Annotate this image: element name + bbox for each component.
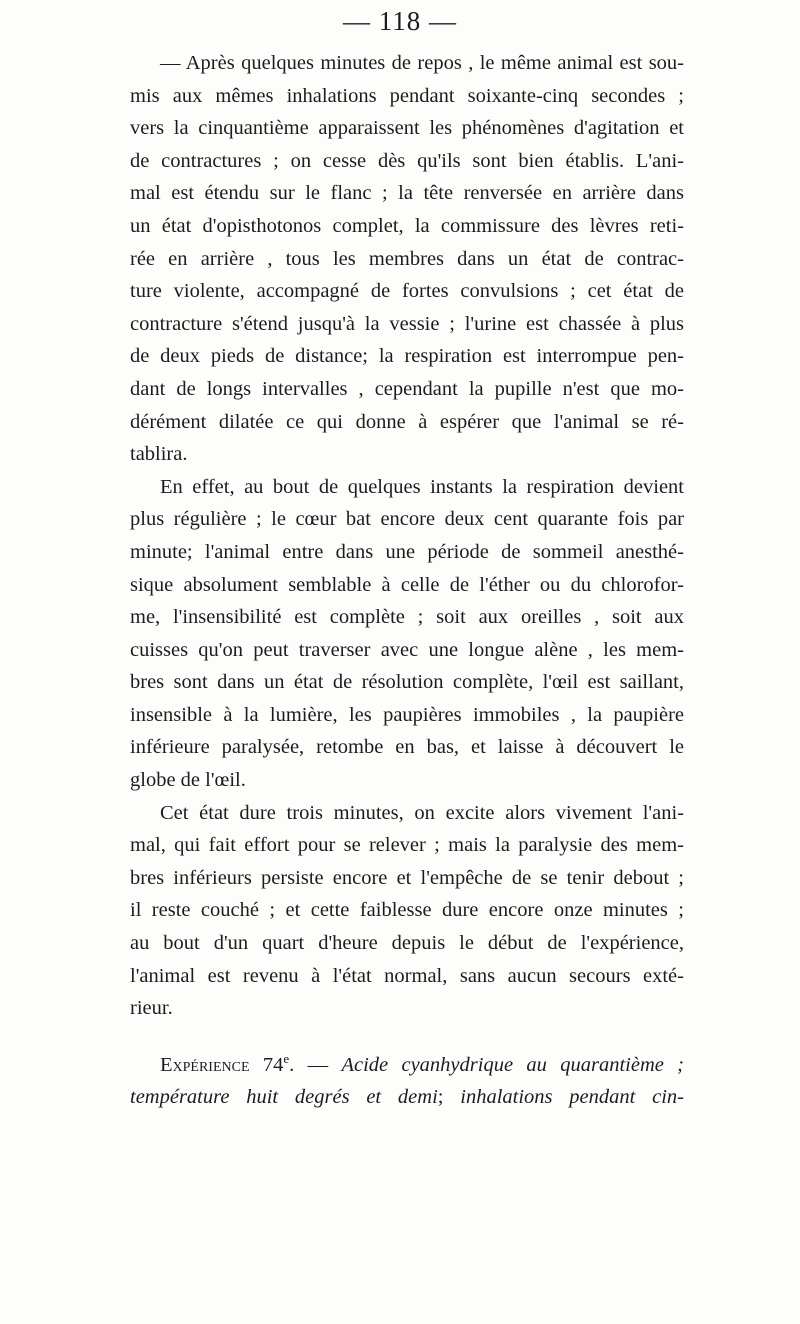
- text-line: mal est étendu sur le flanc ; la tête renversée en arrière dans: [130, 182, 684, 205]
- text-line: mal, qui fait effort pour se relever ; mais la paralysie des mem-: [130, 834, 684, 857]
- text-line: — Après quelques minutes de repos , le même animal est sou-: [160, 52, 684, 74]
- paragraph-3: [130, 797, 684, 1025]
- experience-dash: . —: [289, 1053, 329, 1076]
- text-line: dant de longs intervalles , cependant la pupille n'est que mo-: [130, 377, 684, 400]
- paragraph-1: [130, 47, 684, 471]
- text-line: contracture s'étend jusqu'à la vessie ; l'urine est chassée à plus: [130, 312, 684, 335]
- text-line: globe de l'œil.: [130, 769, 246, 792]
- experience-temperature: température huit degrés et demi: [130, 1086, 438, 1109]
- text-line: ture violente, accompagné de fortes convulsions ; cet état de: [130, 280, 684, 303]
- experience-inhalations: inhalations pendant cin-: [460, 1086, 685, 1109]
- text-line: au bout d'un quart d'heure depuis le début de l'expérience,: [130, 932, 684, 955]
- experience-heading: [130, 1049, 684, 1114]
- text-line: l'animal est revenu à l'état normal, sans aucun secours exté-: [130, 964, 684, 987]
- experience-label: Expérience: [160, 1053, 250, 1076]
- text-line: insensible à la lumière, les paupières immobiles , la paupière: [130, 703, 684, 726]
- text-line: vers la cinquantième apparaissent les phénomènes d'agitation et: [130, 117, 684, 140]
- text-line: me, l'insensibilité est complète ; soit aux oreilles , soit aux: [130, 606, 684, 629]
- page-number: — 118 —: [343, 6, 457, 36]
- experience-number: 74: [262, 1053, 284, 1076]
- text-line: Cet état dure trois minutes, on excite alors vivement l'ani-: [160, 801, 684, 824]
- text-line: de deux pieds de distance; la respiration est interrompue pen-: [130, 345, 684, 368]
- text-line: bres inférieurs persiste encore et l'empêche de se tenir debout ;: [130, 866, 684, 889]
- experience-ordinal: e: [283, 1050, 290, 1066]
- text-line: plus régulière ; le cœur bat encore deux cent quarante fois par: [130, 508, 684, 531]
- text-line: bres sont dans un état de résolution complète, l'œil est saillant,: [130, 671, 684, 694]
- text-line: tablira.: [130, 443, 188, 466]
- text-line: sique absolument semblable à celle de l'éther ou du chlorofor-: [130, 573, 684, 596]
- text-line: minute; l'animal entre dans une période de sommeil anesthé-: [130, 540, 684, 563]
- text-line: il reste couché ; et cette faiblesse dure encore onze minutes ;: [130, 899, 684, 922]
- text-line: [130, 1081, 684, 1114]
- text-line: inférieure paralysée, retombe en bas, et laisse à découvert le: [130, 736, 684, 759]
- text-line: dérément dilatée ce qui donne à espérer que l'animal se ré-: [130, 410, 684, 433]
- text-line: [130, 1049, 684, 1082]
- experience-title: Acide cyanhydrique au quarantième ;: [341, 1053, 685, 1076]
- experience-separator: ;: [437, 1086, 444, 1109]
- text-line: un état d'opisthotonos complet, la commissure des lèvres reti-: [130, 214, 684, 237]
- text-line: rée en arrière , tous les membres dans un état de contrac-: [130, 247, 684, 270]
- text-line: mis aux mêmes inhalations pendant soixante-cinq secondes ;: [130, 84, 684, 107]
- body-text: [130, 47, 684, 1114]
- text-line: rieur.: [130, 997, 173, 1020]
- text-line: cuisses qu'on peut traverser avec une longue alène , les mem-: [130, 638, 684, 661]
- text-line: de contractures ; on cesse dès qu'ils sont bien établis. L'ani-: [130, 149, 684, 172]
- text-line: En effet, au bout de quelques instants la respiration devient: [160, 475, 684, 498]
- paragraph-2: [130, 471, 684, 797]
